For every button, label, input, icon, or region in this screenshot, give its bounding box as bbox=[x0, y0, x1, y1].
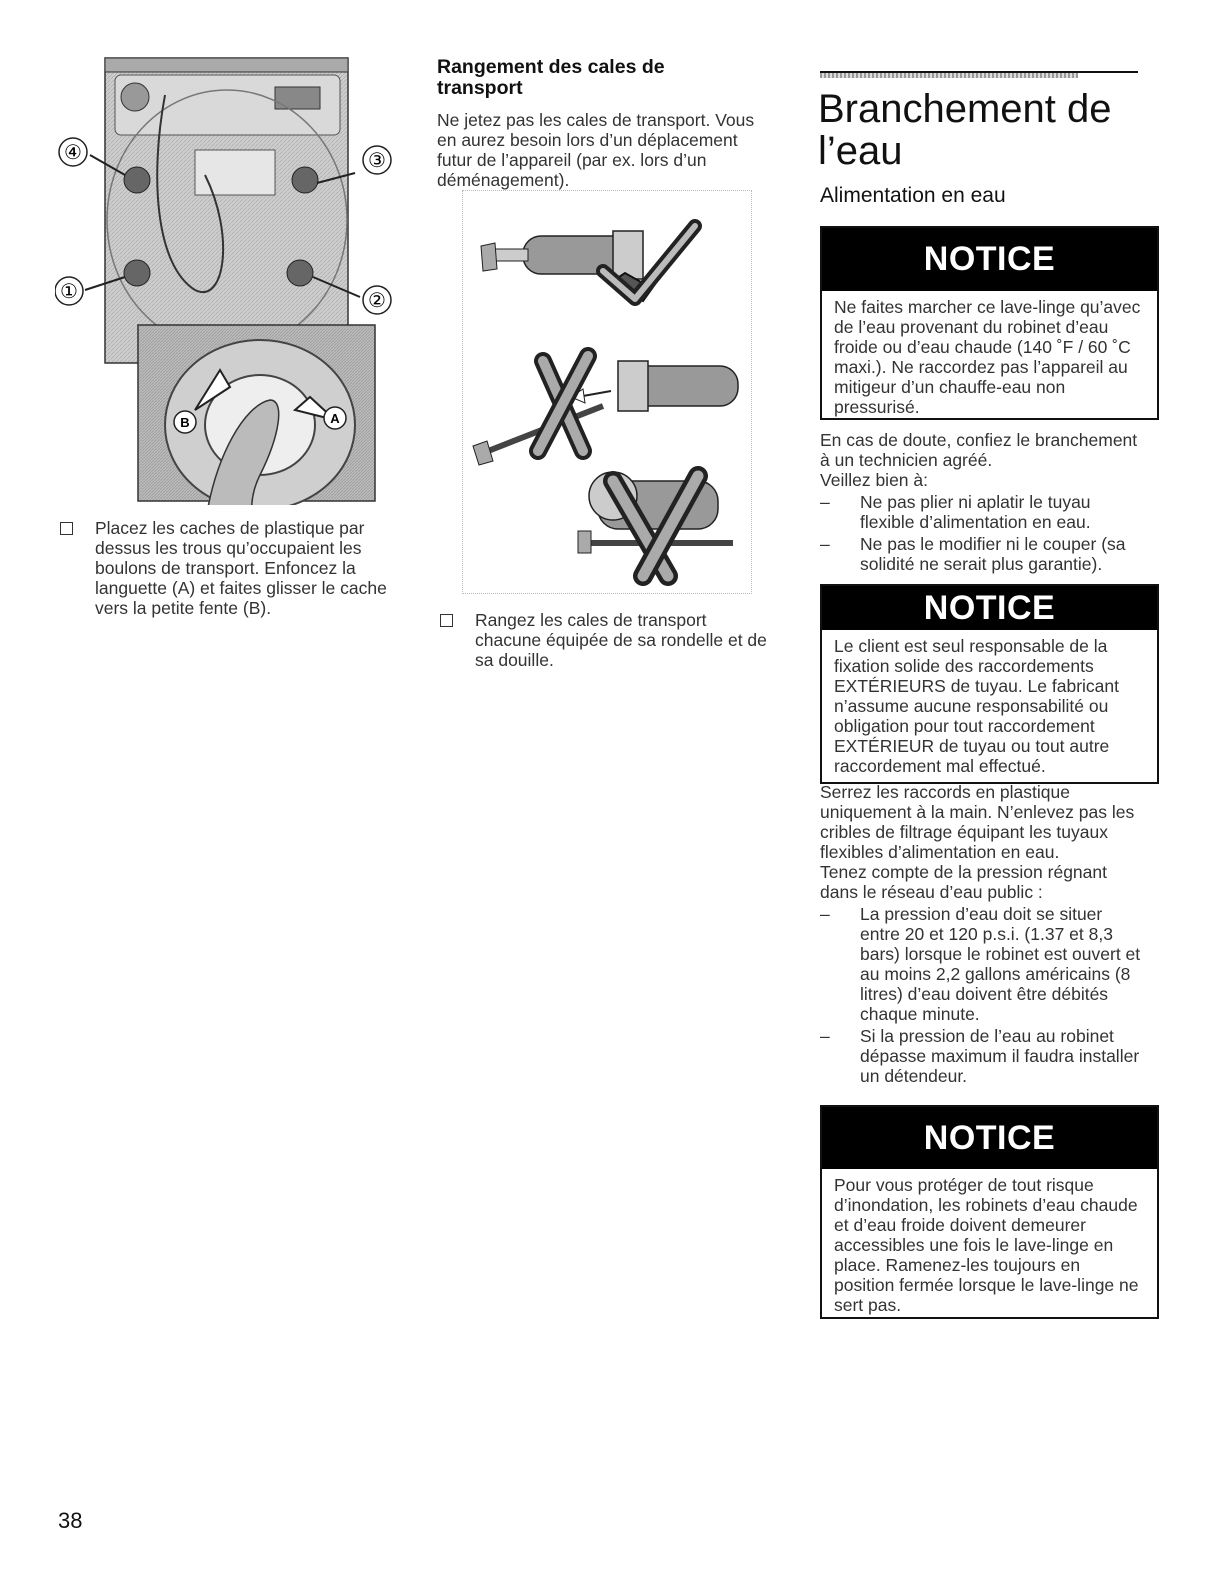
notice-text: Pour vous protéger de tout risque d’inondation, les robinets d’eau chaude et d’eau froide doivent demeurer accessibles une fois le lave-linge en place. Ramenez-les toujours en position fermée lorsque le lave-linge ne sert pas. bbox=[834, 1175, 1139, 1315]
callout-1: ① bbox=[60, 281, 78, 303]
notice-box-2 bbox=[820, 584, 1159, 784]
left-caption-item bbox=[60, 518, 400, 618]
right-body-2 bbox=[820, 782, 1145, 1086]
title-rule-shade bbox=[820, 73, 1078, 78]
paragraph: Serrez les raccords en plastique uniquement à la main. N’enlevez pas les cribles de filtrage équipant les tuyaux flexibles d’alimentation en eau. bbox=[820, 782, 1135, 862]
paragraph: Veillez bien à: bbox=[820, 470, 928, 490]
list-item: – Ne pas plier ni aplatir le tuyau flexible d’alimentation en eau. bbox=[820, 492, 1091, 532]
section-subtitle: Alimentation en eau bbox=[820, 184, 1006, 207]
notice-label: NOTICE bbox=[822, 228, 1157, 291]
wrong-storage-illustration-2 bbox=[578, 472, 733, 576]
left-caption: Placez les caches de plastique par dessus les trous qu’occupaient les boulons de transport. Enfoncez la languette (A) et faites glisser le cache vers la petite fente (B). bbox=[95, 518, 387, 618]
checkbox-icon bbox=[60, 522, 73, 535]
pressure-list bbox=[820, 904, 1145, 1086]
callout-3: ③ bbox=[368, 150, 386, 172]
machine-back-illustration bbox=[55, 55, 400, 505]
notice-box-3 bbox=[820, 1105, 1159, 1319]
wrong-storage-illustration-1 bbox=[473, 356, 738, 465]
list-item: – La pression d’eau doit se situer entre 20 et 120 p.s.i. (1.37 et 8,3 bars) lorsque le robinet est ouvert et au moins 2,2 gallons américains (8 litres) d’eau doivent être débités chaque minute. bbox=[820, 904, 1141, 1024]
notice-label: NOTICE bbox=[822, 1107, 1157, 1169]
middle-caption: Rangez les cales de transport chacune équipée de sa rondelle et de sa douille. bbox=[475, 610, 767, 670]
paragraph: En cas de doute, confiez le branchement à un technicien agréé. bbox=[820, 430, 1138, 470]
notice-label: NOTICE bbox=[822, 586, 1157, 630]
requirements-list bbox=[820, 492, 1140, 574]
transport-bolts-illustration bbox=[463, 191, 751, 593]
callout-4: ④ bbox=[64, 142, 82, 164]
section-heading-transport: Rangement des cales de transport bbox=[437, 56, 665, 99]
checkbox-icon bbox=[440, 614, 453, 627]
transport-intro: Ne jetez pas les cales de transport. Vous en aurez besoin lors d’un déplacement futur de l’appareil (par ex. lors d’un déménagement). bbox=[437, 110, 755, 190]
notice-box-1 bbox=[820, 226, 1159, 420]
notice-text: Le client est seul responsable de la fixation solide des raccordements EXTÉRIEURS de tuyau. Le fabricant n’assume aucune responsabilité ou obligation pour tout raccordement EXTÉRIEUR de tuyau ou tout autre raccordement mal effectué. bbox=[834, 636, 1119, 776]
callout-2: ② bbox=[368, 290, 386, 312]
list-item: – Ne pas le modifier ni le couper (sa solidité ne serait plus garantie). bbox=[820, 534, 1126, 574]
callout-b: B bbox=[180, 415, 190, 430]
callout-a: A bbox=[330, 411, 340, 426]
right-body-1 bbox=[820, 430, 1140, 574]
machine-back-figure bbox=[55, 55, 400, 505]
list-item: – Si la pression de l’eau au robinet dépasse maximum il faudra installer un détendeur. bbox=[820, 1026, 1140, 1086]
notice-text: Ne faites marcher ce lave-linge qu’avec de l’eau provenant du robinet d’eau froide ou d’eau chaude (140 ˚F / 60 ˚C maxi.). Ne raccordez pas l’appareil au mitigeur d’un chauffe-eau non pressurisé. bbox=[834, 297, 1141, 417]
transport-bolts-figure bbox=[462, 190, 752, 594]
middle-caption-item bbox=[440, 610, 770, 670]
page-number: 38 bbox=[58, 1508, 83, 1533]
page-title: Branchement de l’eau bbox=[818, 87, 1112, 173]
correct-storage-illustration bbox=[481, 226, 695, 301]
paragraph: Tenez compte de la pression régnant dans le réseau d’eau public : bbox=[820, 862, 1107, 902]
